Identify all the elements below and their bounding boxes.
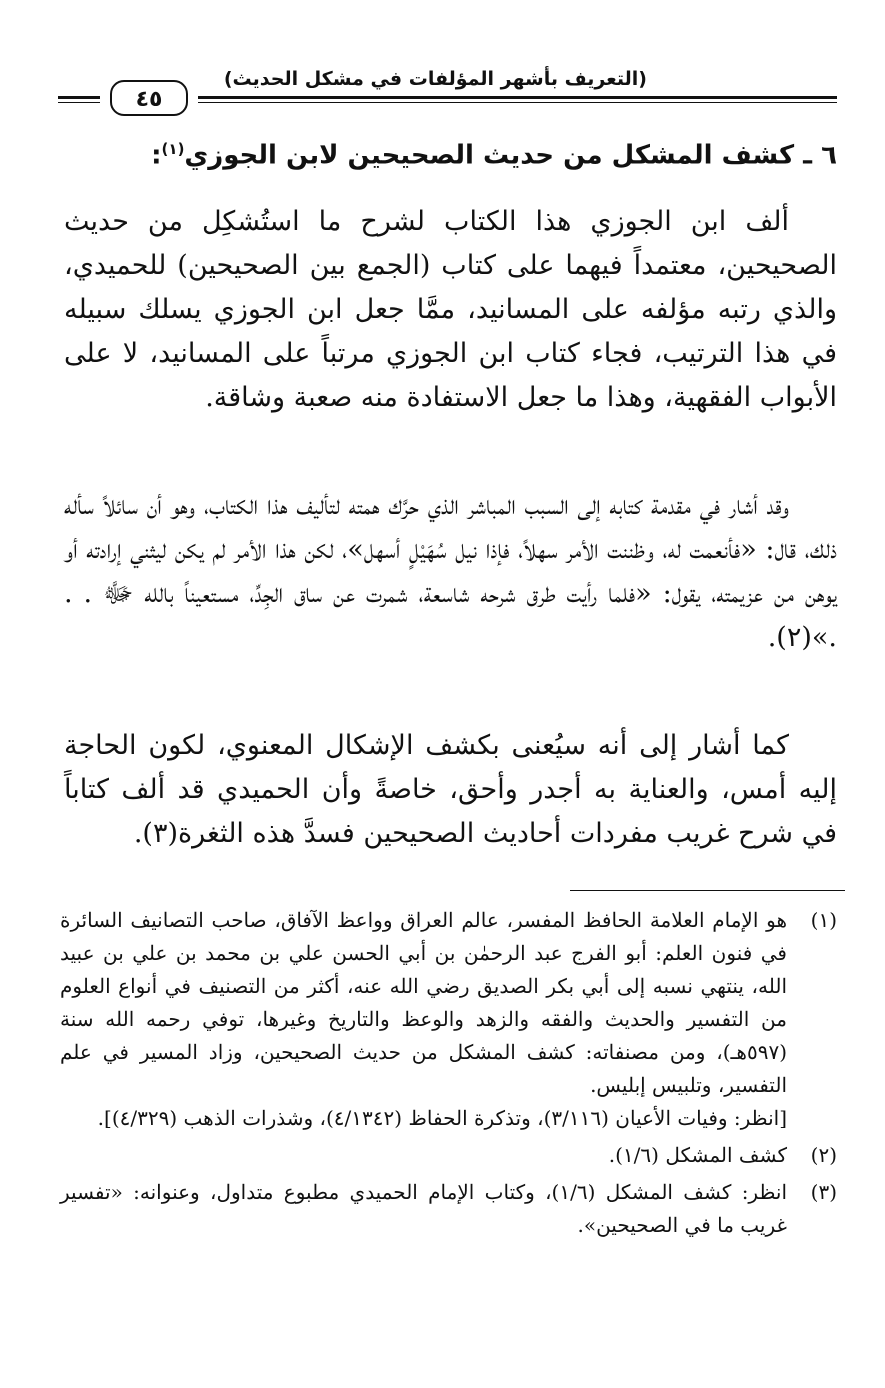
- body-paragraph-2: [64, 484, 837, 660]
- footnote-body: [60, 1139, 787, 1172]
- footnote-separator: [570, 890, 845, 891]
- body-paragraph-1: [64, 200, 837, 420]
- footnote-line: كشف المشكل (١/٦).: [608, 1143, 787, 1167]
- paragraph-text: كما أشار إلى أنه سيُعنى بكشف الإشكال المعنوي، لكون الحاجة إليه أمس، والعناية به أجدر وأحق، خاصةً وأن الحميدي قد ألف كتاباً في شرح غريب مفردات أحاديث الصحيحين فسدَّ هذه الثغرة(٣).: [64, 730, 837, 849]
- heading-colon: :: [151, 140, 162, 171]
- paragraph-text: وقد أشار في مقدمة كتابه إلى السبب المباشر الذي حرَّك همته لتأليف هذا الكتاب، وهو أن سائلاً سأله ذلك، قال: «فأنعمت له، وظننت الأمر سهلاً، فإذا نيل سُهَيْلٍ أسهل»، لكن هذا الأمر لم يكن ليثني إرادته أو يوهن من عزيمته، يقول: «فلما رأيت طرق شرحه شاسعة، شمرت عن ساق الجِدِّ، مستعيناً بالله ﷻ . . .»(٢).: [64, 490, 837, 653]
- header-rule-thin: [198, 102, 837, 103]
- page-number: ٤٥: [110, 80, 188, 116]
- header-rule: [198, 96, 837, 99]
- footnote-mark: (٢): [810, 1143, 837, 1167]
- paragraph-text: ألف ابن الجوزي هذا الكتاب لشرح ما استُشكِل من حديث الصحيحين، معتمداً فيهما على كتاب (الجمع بين الصحيحين) للحميدي، والذي رتبه مؤلفه على المسانيد، ممَّا جعل ابن الجوزي يسلك سبيله في هذا الترتيب، فجاء كتاب ابن الجوزي مرتباً على المسانيد، لا على الأبواب الفقهية، وهذا ما جعل الاستفادة منه صعبة وشاقة.: [64, 206, 837, 413]
- footnote-2: [60, 1139, 837, 1172]
- footnote-mark: (١): [810, 908, 837, 932]
- header-rule-left-thin: [58, 102, 100, 103]
- footnote-body: [60, 1176, 787, 1242]
- heading-text: ٦ ـ كشف المشكل من حديث الصحيحين لابن الجوزي: [184, 140, 837, 171]
- running-title: (التعريف بأشهر المؤلفات في مشكل الحديث): [223, 68, 647, 90]
- heading-note-ref: (١): [161, 140, 185, 158]
- footnote-line: انظر: كشف المشكل (١/٦)، وكتاب الإمام الحميدي مطبوع متداول، وعنوانه: «تفسير غريب ما في الصحيحين».: [60, 1180, 787, 1237]
- body-paragraph-3: [64, 724, 837, 856]
- footnote-1: [60, 904, 837, 1135]
- footnote-line: هو الإمام العلامة الحافظ المفسر، عالم العراق وواعظ الآفاق، صاحب التصانيف السائرة في فنون العلم: أبو الفرج عبد الرحمٰن بن أبي الحسن علي بن محمد بن علي بن عبيد الله، ينتهي نسبه إلى أبي بكر الصديق رضي الله عنه، أكثر من التصنيف في أنواع العلوم من التفسير والحديث والفقه والزهد والوعظ والتاريخ وغيرها، توفي رحمه الله سنة (٥٩٧هـ)، ومن مصنفاته: كشف المشكل من حديث الصحيحين، وزاد المسير في علم التفسير، وتلبيس إبليس.: [60, 908, 787, 1097]
- section-heading: [151, 140, 837, 171]
- header-rule-left: [58, 96, 100, 99]
- footnote-line: [انظر: وفيات الأعيان (٣/١١٦)، وتذكرة الحفاظ (٤/١٣٤٢)، وشذرات الذهب (٤/٣٢٩)].: [97, 1106, 787, 1130]
- footnotes: [60, 904, 837, 1242]
- footnote-3: [60, 1176, 837, 1242]
- page-header: [58, 56, 837, 118]
- footnote-mark: (٣): [810, 1180, 837, 1204]
- footnote-body: [60, 904, 787, 1135]
